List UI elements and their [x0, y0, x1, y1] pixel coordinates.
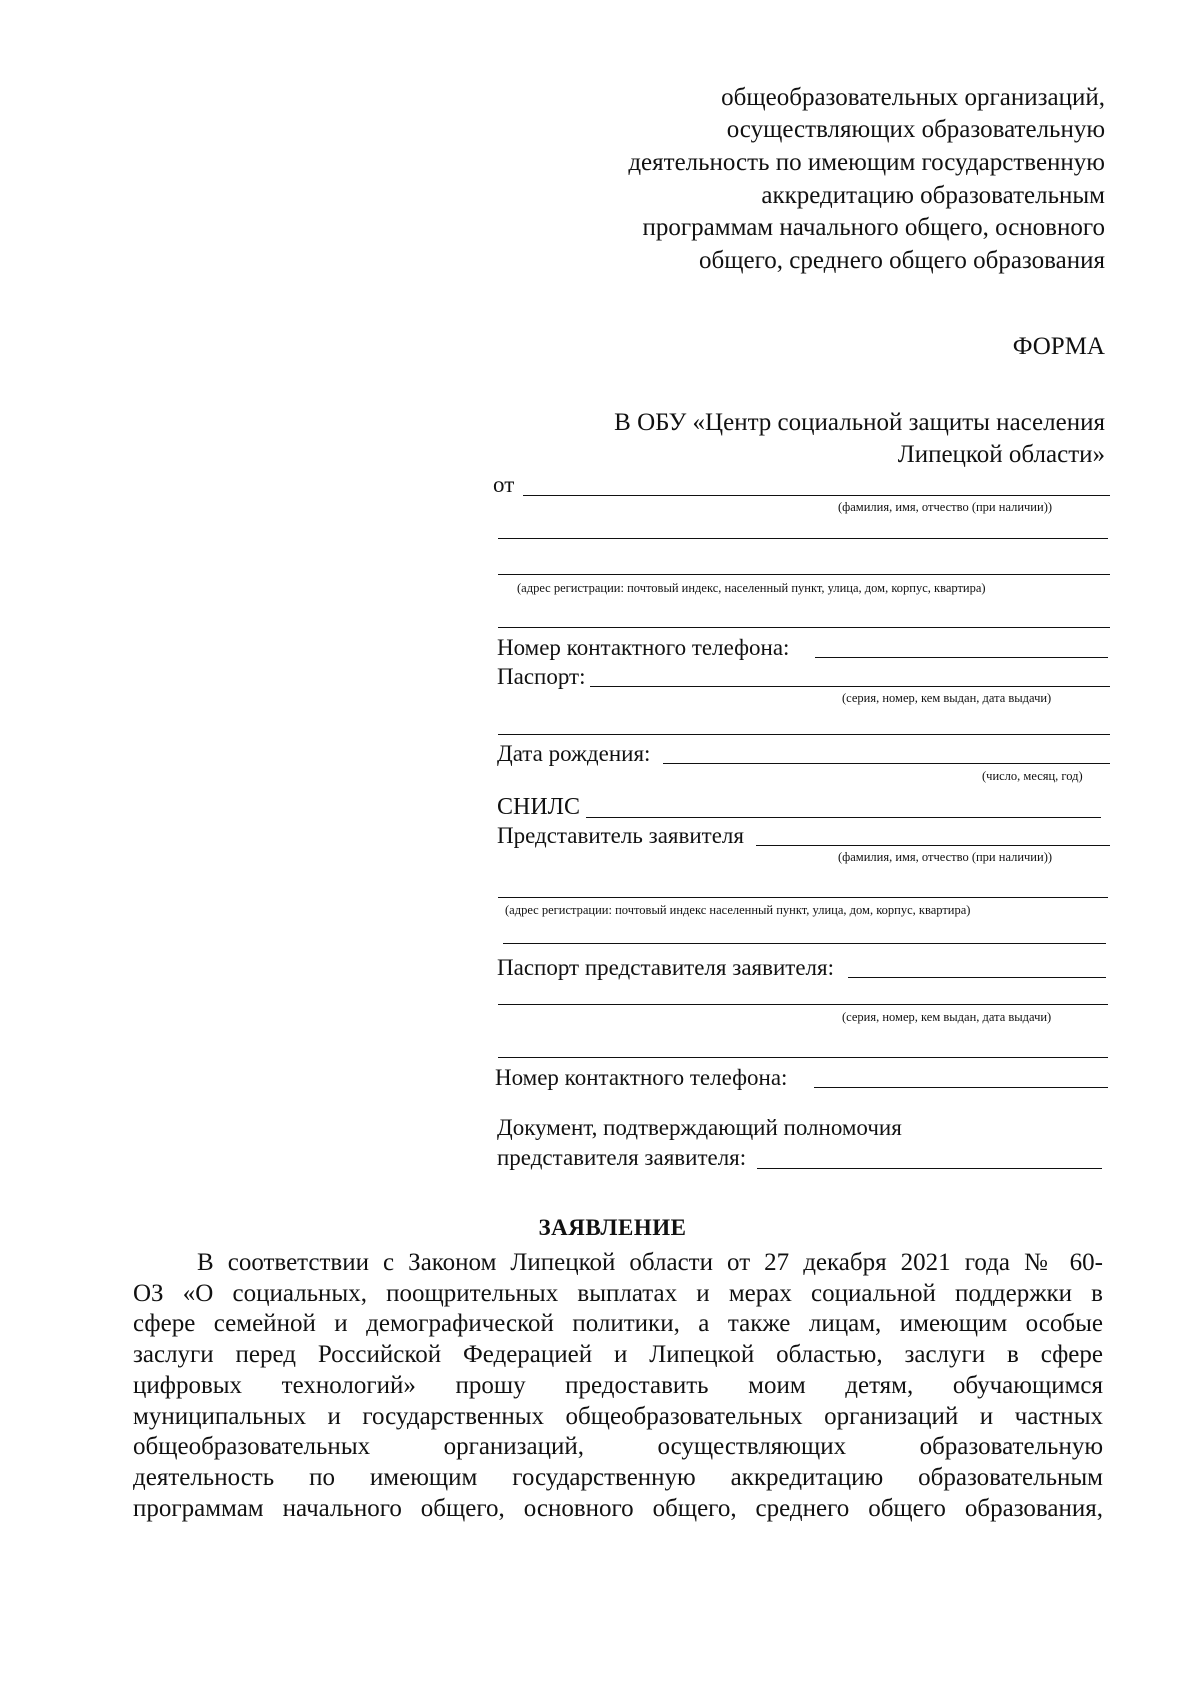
- representative-label: Представитель заявителя: [497, 823, 744, 848]
- fio-field[interactable]: [523, 495, 1110, 496]
- address-field[interactable]: [498, 574, 1110, 575]
- statement-text: [133, 1248, 1103, 1524]
- passport-field[interactable]: [498, 734, 1110, 735]
- header-line: общеобразовательных организаций,: [721, 84, 1105, 111]
- statement-line: общеобразовательных организаций, осуществляющих образовательную: [133, 1433, 1103, 1461]
- fio-hint: (фамилия, имя, отчество (при наличии)): [838, 500, 1053, 514]
- representative-address-field[interactable]: [498, 897, 1108, 898]
- form-label: ФОРМА: [1012, 333, 1105, 360]
- representative-passport-label: Паспорт представителя заявителя:: [497, 955, 834, 980]
- representative-address-hint: (адрес регистрации: почтовый индекс населенный пункт, улица, дом, корпус, квартира): [505, 903, 971, 917]
- birth-date-hint: (число, месяц, год): [982, 769, 1083, 783]
- address-field[interactable]: [498, 538, 1108, 539]
- birth-date-field[interactable]: [663, 763, 1110, 764]
- address-hint: (адрес регистрации: почтовый индекс, населенный пункт, улица, дом, корпус, квартира): [517, 581, 986, 595]
- passport-label: Паспорт:: [497, 664, 586, 689]
- birth-date-label: Дата рождения:: [497, 741, 651, 766]
- header-line: аккредитацию образовательным: [761, 182, 1105, 209]
- representative-field[interactable]: [756, 845, 1110, 846]
- header-line: общего, среднего общего образования: [699, 247, 1105, 274]
- representative-passport-field[interactable]: [848, 977, 1106, 978]
- phone-label: Номер контактного телефона:: [497, 635, 790, 660]
- authority-document-field[interactable]: [757, 1168, 1102, 1169]
- statement-line: сфере семейной и демографической политики, а также лицам, имеющим особые: [133, 1310, 1103, 1338]
- statement-line: деятельность по имеющим государственную аккредитацию образовательным: [133, 1463, 1103, 1491]
- representative-phone-field[interactable]: [814, 1087, 1108, 1088]
- statement-line: заслуги перед Российской Федерацией и Липецкой областью, заслуги в сфере: [133, 1341, 1103, 1369]
- statement-line: программам начального общего, основного общего, среднего общего образования,: [133, 1494, 1103, 1522]
- statement-line: В соответствии с Законом Липецкой области от 27 декабря 2021 года № 60-: [197, 1249, 1103, 1276]
- representative-passport-field[interactable]: [498, 1004, 1108, 1005]
- addressee-line: В ОБУ «Центр социальной защиты населения: [614, 409, 1105, 436]
- authority-document-label: представителя заявителя:: [497, 1145, 747, 1170]
- snils-field[interactable]: [586, 817, 1101, 818]
- statement-line: ОЗ «О социальных, поощрительных выплатах и мерах социальной поддержки в: [133, 1279, 1103, 1307]
- representative-address-field[interactable]: [503, 943, 1106, 944]
- representative-fio-hint: (фамилия, имя, отчество (при наличии)): [838, 850, 1053, 864]
- authority-document-label: Документ, подтверждающий полномочия: [497, 1115, 902, 1140]
- representative-passport-hint: (серия, номер, кем выдан, дата выдачи): [842, 1010, 1052, 1024]
- phone-field[interactable]: [815, 657, 1108, 658]
- address-field[interactable]: [498, 627, 1110, 628]
- representative-passport-field[interactable]: [498, 1057, 1108, 1058]
- passport-field[interactable]: [590, 686, 1110, 687]
- snils-label: СНИЛС: [497, 794, 580, 820]
- statement-title: ЗАЯВЛЕНИЕ: [538, 1215, 687, 1240]
- header-line: осуществляющих образовательную: [726, 116, 1105, 143]
- addressee-line: Липецкой области»: [897, 441, 1105, 468]
- representative-phone-label: Номер контактного телефона:: [495, 1065, 788, 1090]
- from-label: от: [493, 472, 515, 497]
- header-line: деятельность по имеющим государственную: [628, 149, 1105, 176]
- statement-line: муниципальных и государственных общеобразовательных организаций и частных: [133, 1402, 1103, 1430]
- statement-line: цифровых технологий» прошу предоставить моим детям, обучающимся: [133, 1371, 1103, 1399]
- header-line: программам начального общего, основного: [642, 214, 1105, 241]
- passport-hint: (серия, номер, кем выдан, дата выдачи): [842, 691, 1052, 705]
